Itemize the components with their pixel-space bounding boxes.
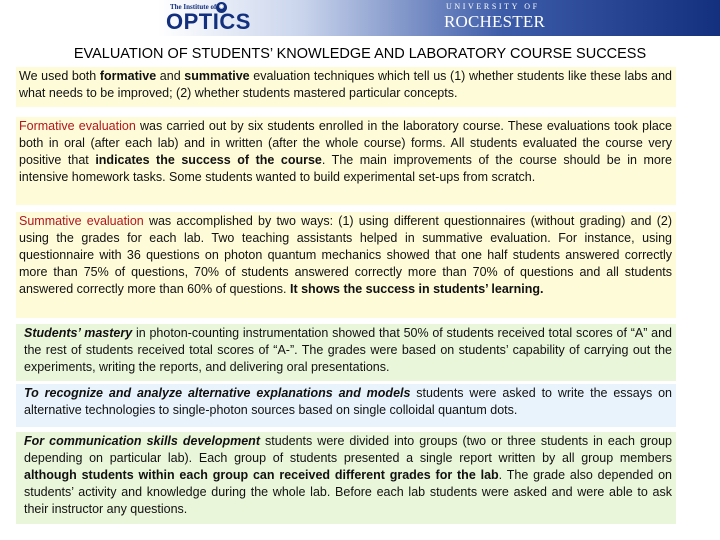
mastery-text: in photon-counting instrumentation showed that 50% of students received total scores of “A” and the rest of students received total scores of “A-”. The grades were based on students’ capability of carrying out the experiments, writing the reports, and delivering oral presentations. <box>24 326 673 374</box>
summative-heading: Summative evaluation <box>19 214 144 228</box>
optics-seal-icon: ◉ <box>216 2 227 13</box>
intro-keyword-formative: formative <box>99 69 157 83</box>
optics-logo-small-text: The Institute of <box>170 3 217 11</box>
summative-emphasis: It shows the success in students’ learning. <box>289 282 544 296</box>
communication-text-2: . The grade also depended on students’ activity and knowledge during the whole lab. Before each lab students were asked and were able to ask their instructor any questions. <box>24 468 673 516</box>
alternatives-heading: To recognize and analyze alternative explanations and models <box>24 386 411 400</box>
university-of-rochester-logo <box>444 2 559 34</box>
mastery-heading: Students’ mastery <box>24 326 133 340</box>
page-title: EVALUATION OF STUDENTS’ KNOWLEDGE AND LABORATORY COURSE SUCCESS <box>73 46 647 62</box>
intro-text-3: evaluation techniques which tell us (1) whether students like these labs and what needs to be improved; (2) whether students mastered particular concepts. <box>19 69 672 100</box>
header-banner <box>0 0 720 36</box>
communication-skills-paragraph <box>16 432 676 524</box>
intro-text-1: We used both <box>19 69 100 83</box>
intro-paragraph <box>16 67 676 107</box>
formative-text-2: . The main improvements of the course should be in more intensive homework tasks. Some students wanted to build experimental set-ups from scratch. <box>19 153 672 184</box>
alternatives-text: students were asked to write the essays on alternative technologies to single-photon sources based on single colloidal quantum dots. <box>24 386 672 417</box>
communication-emphasis: although students within each group can received different grades for the lab <box>24 468 499 482</box>
intro-text-2: and <box>156 69 185 83</box>
formative-evaluation-paragraph <box>16 117 676 205</box>
alternative-explanations-paragraph <box>16 384 676 427</box>
summative-evaluation-paragraph <box>16 212 676 318</box>
rochester-logo-text: ROCHESTER <box>444 12 545 31</box>
institute-of-optics-logo <box>164 1 264 34</box>
formative-text-1: was carried out by six students enrolled in the laboratory course. These evaluations took place both in oral (after each lab) and in written (after the whole course) forms. All students evaluated the course very positive that <box>19 119 673 167</box>
formative-heading: Formative evaluation <box>19 119 136 133</box>
communication-text-1: students were divided into groups (two or three students in each group depending on particular lab). Each group of students presented a single report written by all group members <box>24 434 672 465</box>
optics-logo-text: OPTICS <box>166 9 251 34</box>
rochester-logo-top-text: UNIVERSITY OF <box>446 2 540 11</box>
intro-keyword-summative: summative <box>184 69 250 83</box>
students-mastery-paragraph <box>16 324 676 381</box>
communication-heading: For communication skills development <box>24 434 260 448</box>
formative-emphasis: indicates the success of the course <box>95 153 322 167</box>
summative-text-1: was accomplished by two ways: (1) using different questionnaires (without grading) and (2) using the grades for each lab. Two teaching assistants helped in summative evaluation. For instance, using questionnaire with 36 questions on photon quantum mechanics showed that one half students answered correctly more than 75% of questions, 70% of students answered correctly more than 70% of questions and all students answered correctly more than 60% of questions. <box>19 214 672 296</box>
